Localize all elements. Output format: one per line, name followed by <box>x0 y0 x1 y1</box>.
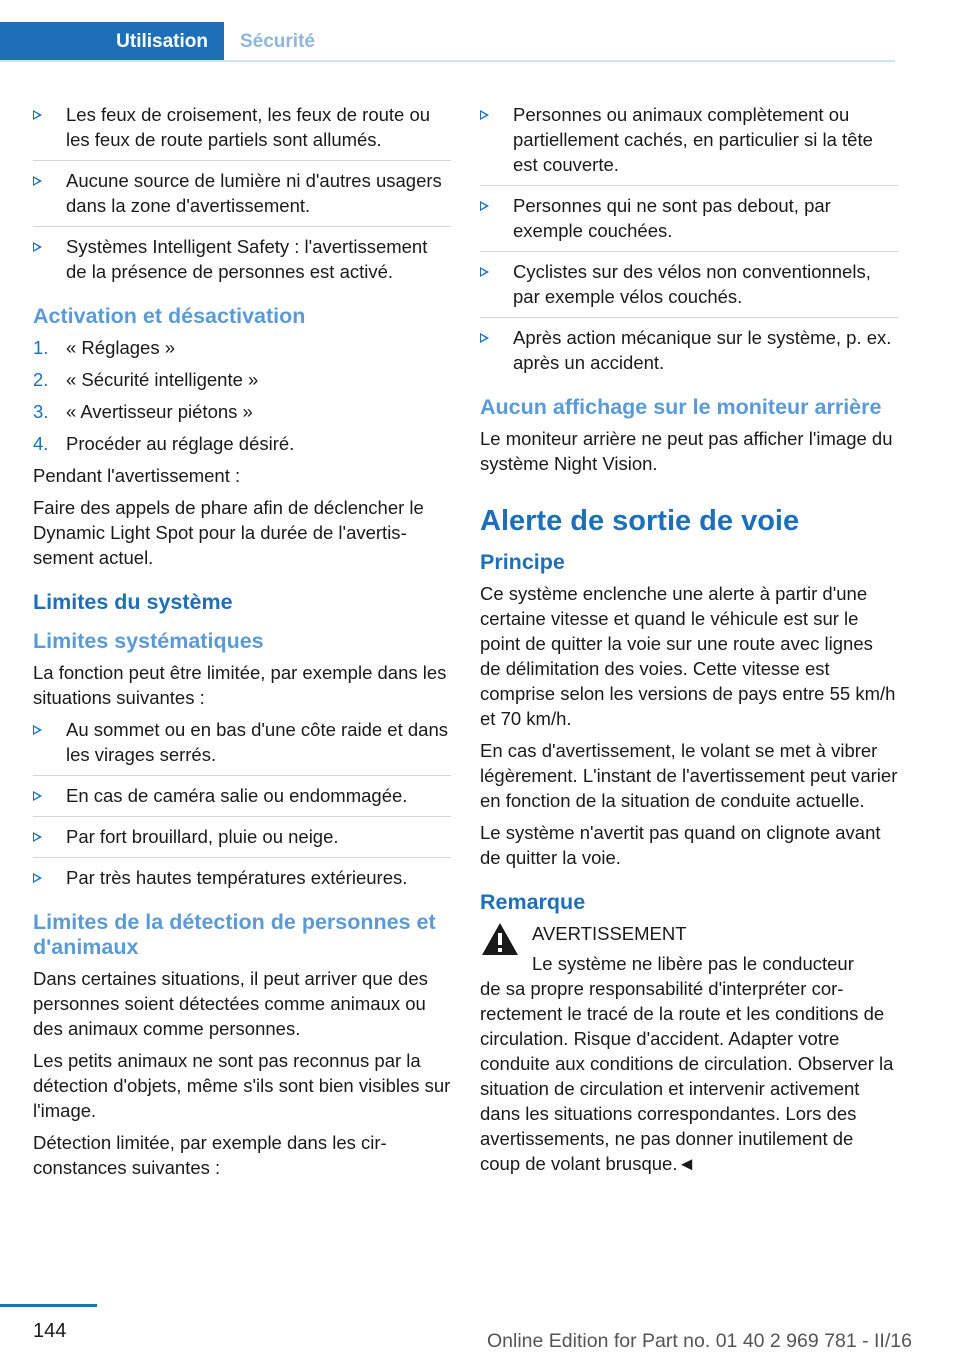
no-display-text: Le moniteur arrière ne peut pas afficher l'image du système Night Vision. <box>480 428 893 474</box>
detection-p3: Détection limitée, par exemple dans les circonstances suivantes : <box>33 1132 387 1178</box>
sys-limits-list <box>33 717 451 890</box>
divider <box>33 816 451 817</box>
list-item: En cas de caméra salie ou endommagée. <box>33 783 451 808</box>
conditions-list <box>33 102 451 284</box>
list-item: Au sommet ou en bas d'une côte raide et dans les virages serrés. <box>33 717 451 767</box>
tab-securite[interactable]: Sécurité <box>240 31 315 52</box>
divider <box>480 251 898 252</box>
during-label: Pendant l'avertissement : <box>33 465 241 486</box>
list-item: Personnes ou animaux complètement ou partiellement cachés, en particulier si la tête est couverte. <box>480 102 898 177</box>
header-divider <box>0 60 895 62</box>
left-column <box>33 102 451 1187</box>
tab-utilisation[interactable]: Utilisation <box>0 22 224 62</box>
principle-p2: En cas d'avertissement, le volant se met à vibrer légèrement. L'instant de l'avertissement peut varier en fonction de la situation de conduite actuelle. <box>480 740 898 811</box>
triangle-bullet-icon <box>33 110 42 120</box>
list-item: Par très hautes températures extérieures. <box>33 865 451 890</box>
sys-limits-heading: Limites systématiques <box>33 629 264 653</box>
divider <box>33 160 451 161</box>
principle-heading: Principe <box>480 550 565 574</box>
page-number-bar <box>0 1304 97 1307</box>
list-item: Cyclistes sur des vélos non conventionnels, par exemple vélos couchés. <box>480 259 898 309</box>
list-item: Aucune source de lumière ni d'autres usagers dans la zone d'avertissement. <box>33 168 451 218</box>
divider <box>33 226 451 227</box>
divider <box>33 775 451 776</box>
list-item: Par fort brouillard, pluie ou neige. <box>33 824 451 849</box>
triangle-bullet-icon <box>33 176 42 186</box>
divider <box>33 857 451 858</box>
warning-title: AVERTISSEMENT <box>532 923 687 944</box>
divider <box>480 317 898 318</box>
step-item: 4. Procéder au réglage désiré. <box>33 433 295 454</box>
triangle-bullet-icon <box>480 110 489 120</box>
triangle-bullet-icon <box>33 873 42 883</box>
principle-p3: Le système n'avertit pas quand on clignote avant de quitter la voie. <box>480 822 881 868</box>
detection-limits-list <box>480 102 898 375</box>
triangle-bullet-icon <box>33 832 42 842</box>
detection-heading: Limites de la détection de personnes et d'animaux <box>33 910 436 959</box>
remark-heading: Remarque <box>480 890 586 914</box>
divider <box>480 185 898 186</box>
warning-box <box>480 921 898 1176</box>
list-item: Les feux de croisement, les feux de route ou les feux de route partiels sont allumés. <box>33 102 451 152</box>
principle-p1: Ce système enclenche une alerte à partir d'une certaine vitesse et quand le véhicule est sur le point de quitter la voie sur une route avec lignes de délimitation des voies. Cette vitesse est comprise selon les versions de pays entre 55 km/h et 70 km/h. <box>480 583 896 729</box>
triangle-bullet-icon <box>480 333 489 343</box>
warning-body: Le système ne libère pas le conducteur de sa propre responsabilité d'interpréter correctement le tracé de la route et les conditions de circulation. Risque d'accident. Adapter votre conduite aux conditions de circulation. Observer la situation de circulation et intervenir activement dans les situations correspondantes. Lors des avertissements, ne pas donner inutilement de coup de volant brusque.◄ <box>480 953 894 1174</box>
step-item: 1. « Réglages » <box>33 337 176 358</box>
limits-heading: Limites du système <box>33 590 233 614</box>
triangle-bullet-icon <box>33 242 42 252</box>
detection-p2: Les petits animaux ne sont pas reconnus par la détection d'objets, même s'ils sont bien visibles sur l'image. <box>33 1050 451 1121</box>
sys-limits-text: La fonction peut être limitée, par exemple dans les situations suivantes : <box>33 662 447 708</box>
during-text: Faire des appels de phare afin de déclencher le Dynamic Light Spot pour la durée de l'avertissement actuel. <box>33 497 424 568</box>
triangle-bullet-icon <box>33 791 42 801</box>
lane-departure-heading: Alerte de sortie de voie <box>480 505 800 537</box>
list-item: Systèmes Intelligent Safety : l'avertissement de la présence de personnes est activé. <box>33 234 451 284</box>
steps-list <box>33 335 451 456</box>
list-item: Après action mécanique sur le système, p. ex. après un accident. <box>480 325 898 375</box>
triangle-bullet-icon <box>480 267 489 277</box>
list-item: Personnes qui ne sont pas debout, par exemple couchées. <box>480 193 898 243</box>
no-display-heading: Aucun affichage sur le moniteur arrière <box>480 395 882 419</box>
triangle-bullet-icon <box>33 725 42 735</box>
warning-triangle-icon <box>480 921 520 957</box>
triangle-bullet-icon <box>480 201 489 211</box>
right-column <box>480 102 898 1176</box>
step-item: 2. « Sécurité intelligente » <box>33 369 259 390</box>
edition-footer: Online Edition for Part no. 01 40 2 969 781 - II/16 <box>487 1330 912 1352</box>
header-tabs <box>0 22 895 62</box>
page-number: 144 <box>33 1320 67 1342</box>
step-item: 3. « Avertisseur piétons » <box>33 401 253 422</box>
detection-p1: Dans certaines situations, il peut arriver que des personnes soient détectées comme animaux ou des animaux comme personnes. <box>33 968 428 1039</box>
activation-heading: Activation et désactivation <box>33 304 306 328</box>
